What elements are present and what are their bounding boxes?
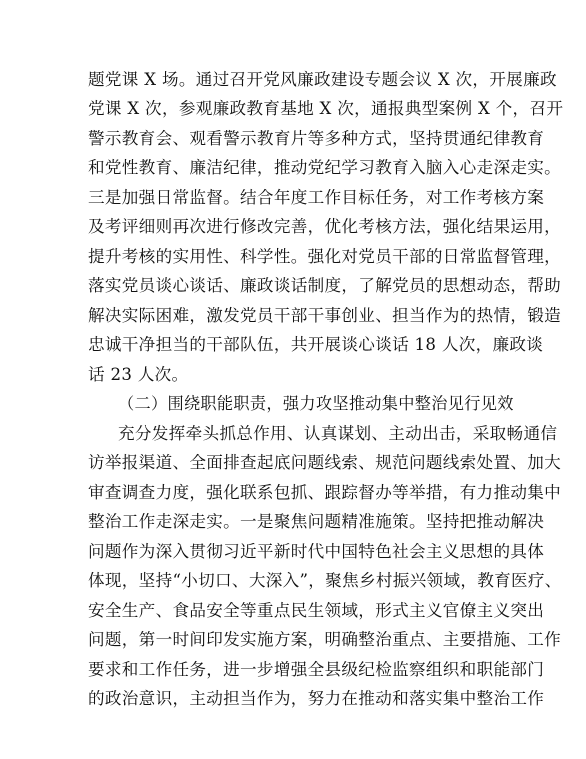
text-line: 问题作为深入贯彻习近平新时代中国特色社会主义思想的具体 — [88, 542, 545, 561]
text-line: 充分发挥牵头抓总作用、认真谋划、主动出击，采取畅通信 — [118, 424, 558, 443]
text-line: 和党性教育、廉洁纪律，推动党纪学习教育入脑入心走深走实。 — [88, 158, 562, 177]
text-line: 的政治意识，主动担当作为，努力在推动和落实集中整治工作 — [88, 689, 545, 708]
text-line: 忠诚干净担当的干部队伍，共开展谈心谈话 18 人次，廉政谈 — [88, 335, 544, 354]
text-line: 落实党员谈心谈话、廉政谈话制度，了解党员的思想动态，帮助 — [88, 276, 562, 295]
text-line: 体现，坚持“小切口、大深入”，聚焦乡村振兴领域，教育医疗、 — [88, 571, 562, 590]
text-line: 解决实际困难，激发党员干部干事创业、担当作为的热情，锻造 — [88, 306, 562, 325]
text-line: 安全生产、食品安全等重点民生领域，形式主义官僚主义突出 — [88, 601, 545, 620]
text-line: 三是加强日常监督。结合年度工作目标任务，对工作考核方案 — [88, 188, 545, 207]
text-line: 题党课 X 场。通过召开党风廉政建设专题会议 X 次，开展廉政 — [88, 70, 557, 89]
text-line: 审查调查力度，强化联系包抓、跟踪督办等举措，有力推动集中 — [88, 483, 562, 502]
text-line: 警示教育会、观看警示教育片等多种方式，坚持贯通纪律教育 — [88, 129, 545, 148]
text-line: 党课 X 次，参观廉政教育基地 X 次，通报典型案例 X 个，召开 — [88, 99, 564, 118]
text-line: 问题，第一时间印发实施方案，明确整治重点、主要措施、工作 — [88, 630, 562, 649]
text-line: 及考评细则再次进行修改完善，优化考核方法，强化结果运用， — [88, 217, 562, 236]
text-line: 话 23 人次。 — [88, 365, 189, 384]
text-line: 提升考核的实用性、科学性。强化对党员干部的日常监督管理， — [88, 247, 562, 266]
text-line: 要求和工作任务，进一步增强全县级纪检监察组织和职能部门 — [88, 660, 545, 679]
section-heading: （二）围绕职能职责，强力攻坚推动集中整治见行见效 — [118, 394, 514, 413]
text-line: 访举报渠道、全面排查起底问题线索、规范问题线索处置、加大 — [88, 453, 562, 472]
text-line: 整治工作走深走实。一是聚焦问题精准施策。坚持把推动解决 — [88, 512, 545, 531]
